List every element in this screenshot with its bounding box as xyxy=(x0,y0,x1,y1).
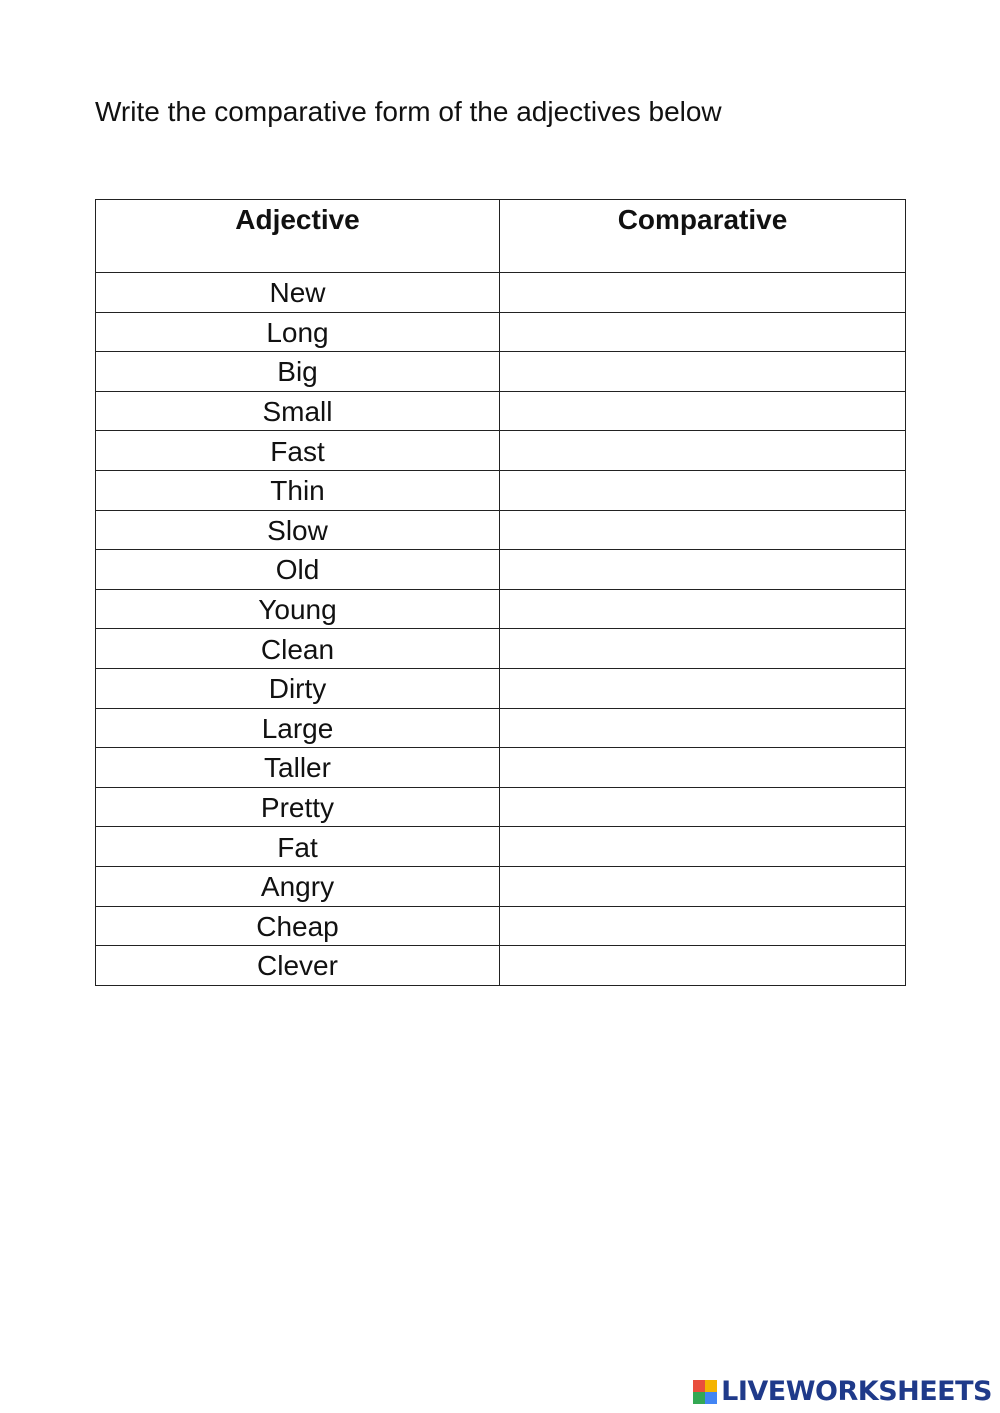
header-comparative: Comparative xyxy=(500,200,906,273)
comparative-answer-cell[interactable] xyxy=(500,510,906,550)
table-row xyxy=(96,352,906,392)
adjective-cell: Slow xyxy=(96,510,500,550)
comparative-answer-cell[interactable] xyxy=(500,787,906,827)
adjective-cell: Small xyxy=(96,391,500,431)
adjective-cell: Old xyxy=(96,550,500,590)
adjective-cell: Cheap xyxy=(96,906,500,946)
adjective-cell: Young xyxy=(96,589,500,629)
table-row xyxy=(96,510,906,550)
comparative-answer-cell[interactable] xyxy=(500,352,906,392)
table-row xyxy=(96,748,906,788)
adjective-cell: Long xyxy=(96,312,500,352)
adjective-cell: Thin xyxy=(96,470,500,510)
comparative-answer-cell[interactable] xyxy=(500,748,906,788)
table-row xyxy=(96,431,906,471)
table-row xyxy=(96,273,906,313)
adjectives-table xyxy=(95,199,906,986)
adjective-cell: Dirty xyxy=(96,668,500,708)
table-row xyxy=(96,391,906,431)
table-row xyxy=(96,589,906,629)
adjective-cell: Taller xyxy=(96,748,500,788)
table-row xyxy=(96,866,906,906)
watermark-text: LIVEWORKSHEETS xyxy=(721,1376,992,1407)
adjective-cell: Large xyxy=(96,708,500,748)
table-row xyxy=(96,827,906,867)
liveworksheets-watermark xyxy=(693,1377,992,1407)
table-row xyxy=(96,946,906,986)
adjective-cell: Fast xyxy=(96,431,500,471)
comparative-answer-cell[interactable] xyxy=(500,629,906,669)
table-row xyxy=(96,629,906,669)
instruction-text: Write the comparative form of the adjectives below xyxy=(95,96,722,127)
adjective-cell: New xyxy=(96,273,500,313)
comparative-answer-cell[interactable] xyxy=(500,708,906,748)
table-header-row xyxy=(96,200,906,273)
comparative-answer-cell[interactable] xyxy=(500,431,906,471)
comparative-answer-cell[interactable] xyxy=(500,470,906,510)
table-row xyxy=(96,312,906,352)
comparative-answer-cell[interactable] xyxy=(500,866,906,906)
comparative-answer-cell[interactable] xyxy=(500,391,906,431)
comparative-answer-cell[interactable] xyxy=(500,668,906,708)
adjective-cell: Fat xyxy=(96,827,500,867)
comparative-answer-cell[interactable] xyxy=(500,273,906,313)
table-row xyxy=(96,708,906,748)
comparative-answer-cell[interactable] xyxy=(500,827,906,867)
adjective-cell: Clean xyxy=(96,629,500,669)
table-row xyxy=(96,470,906,510)
header-adjective: Adjective xyxy=(96,200,500,273)
table-row xyxy=(96,550,906,590)
table-row xyxy=(96,668,906,708)
table-row xyxy=(96,906,906,946)
adjective-cell: Pretty xyxy=(96,787,500,827)
comparative-answer-cell[interactable] xyxy=(500,946,906,986)
adjective-cell: Big xyxy=(96,352,500,392)
liveworksheets-logo-icon xyxy=(693,1380,717,1404)
comparative-answer-cell[interactable] xyxy=(500,312,906,352)
comparative-answer-cell[interactable] xyxy=(500,550,906,590)
adjective-cell: Angry xyxy=(96,866,500,906)
table-row xyxy=(96,787,906,827)
comparative-answer-cell[interactable] xyxy=(500,906,906,946)
comparative-answer-cell[interactable] xyxy=(500,589,906,629)
adjective-cell: Clever xyxy=(96,946,500,986)
